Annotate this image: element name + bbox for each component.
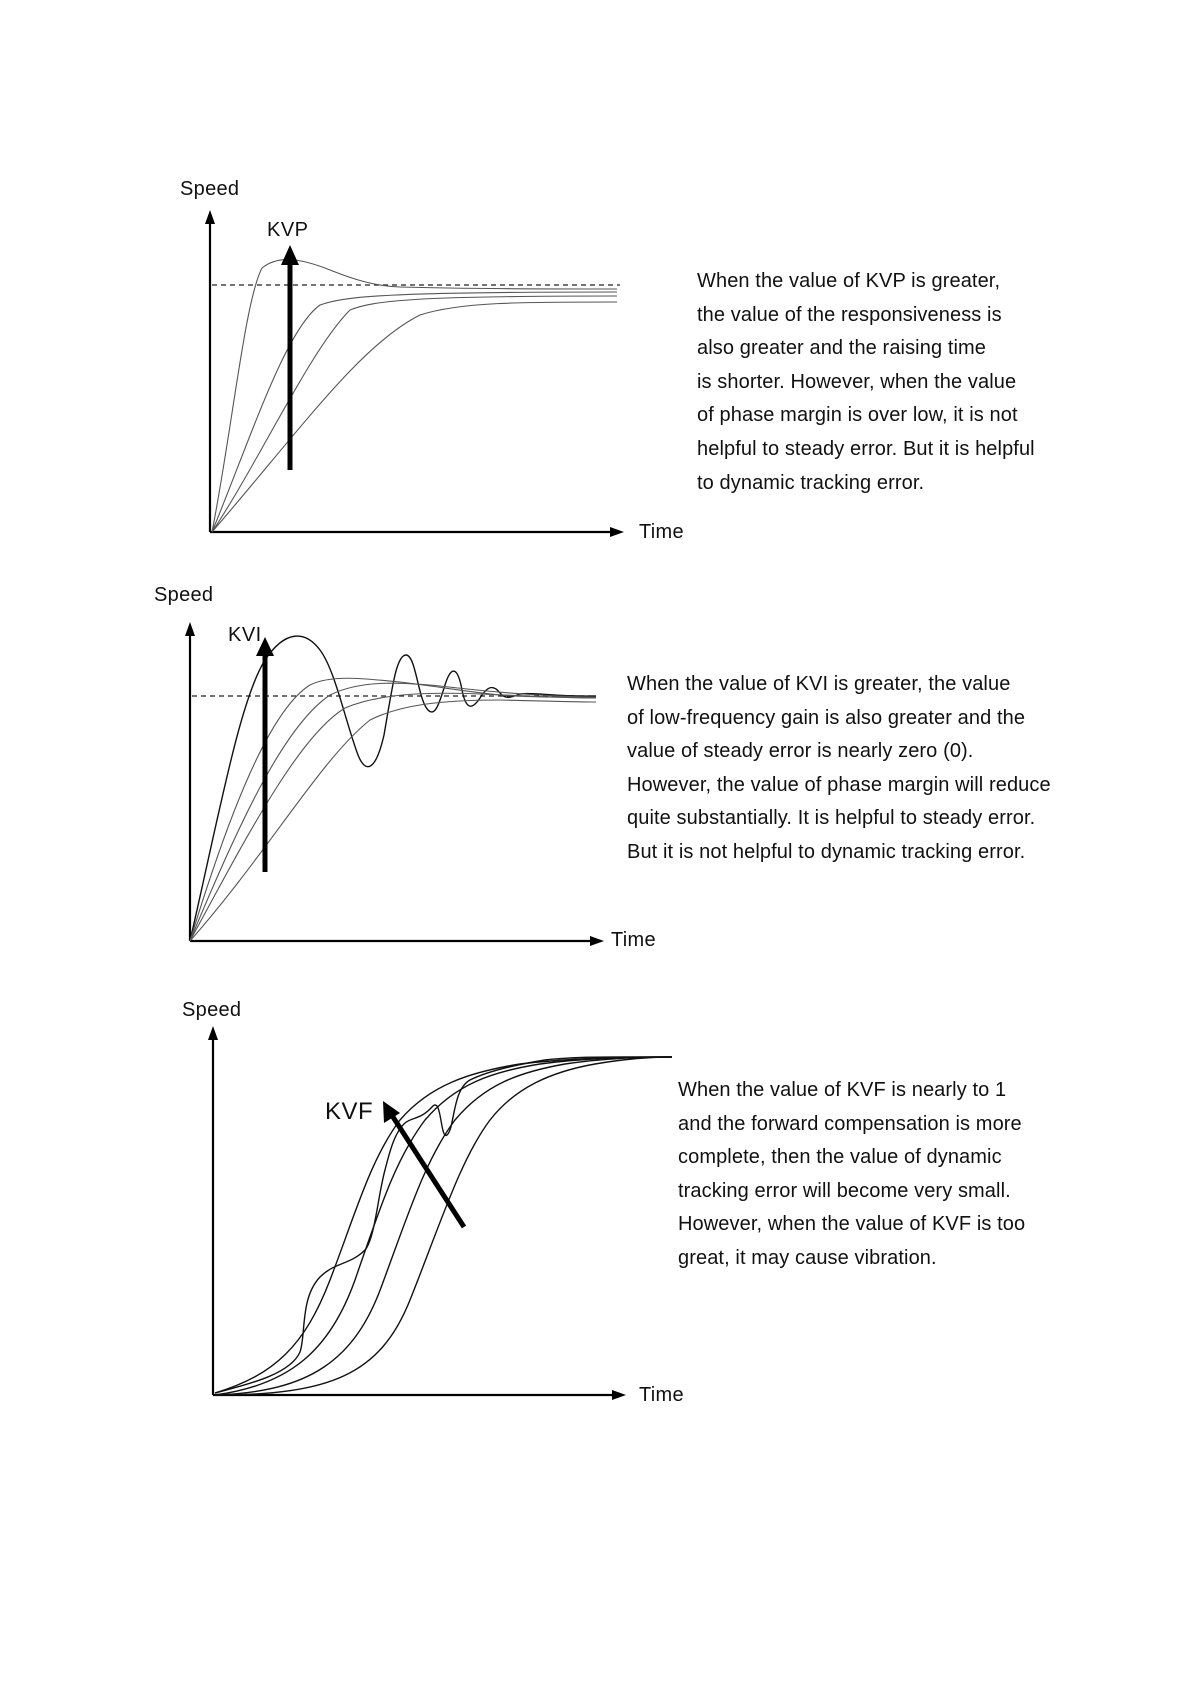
kvf-response-mid [215,1057,672,1395]
kvf-x-axis-label: Time [639,1384,684,1406]
kvi-description-line: of low-frequency gain is also greater and the [627,706,1026,729]
kvi-response-low [190,700,596,941]
kvf-x-axis-arrowhead [612,1390,626,1400]
kvf-description-line: However, when the value of KVF is too [678,1213,1026,1236]
kvf-figure [0,980,1190,1440]
kvp-x-axis-arrowhead [610,527,624,537]
kvi-response-high [190,678,596,941]
kvi-description-line: value of steady error is nearly zero (0). [627,740,974,763]
kvf-description-line: and the forward compensation is more [678,1112,1022,1135]
kvp-description-line: the value of the responsiveness is [697,303,1002,326]
kvf-description-line: tracking error will become very small. [678,1179,1011,1202]
kvi-figure [0,560,1190,980]
kvp-description-line: is shorter. However, when the value [697,370,1017,393]
kvp-description-line: helpful to steady error. But it is helpful [697,437,1035,460]
kvi-x-axis-label: Time [611,929,656,951]
kvi-y-axis-arrowhead [185,622,195,636]
kvi-description-line: But it is not helpful to dynamic tracking error. [627,840,1026,863]
kvi-response-mid-high [190,683,596,941]
kvp-description-line: also greater and the raising time [697,337,987,360]
kvp-description [697,265,1035,500]
kvf-parameter-label: KVF [325,1098,374,1125]
kvi-y-axis-label: Speed [154,584,214,606]
kvi-x-axis-arrowhead [590,936,604,946]
kvp-description-line: of phase margin is over low, it is not [697,404,1018,427]
kvi-response-mid [190,693,596,941]
kvf-description-line: great, it may cause vibration. [678,1246,937,1269]
kvp-response-high [212,260,617,532]
kvp-y-axis-label: Speed [180,178,240,200]
kvf-y-axis-label: Speed [182,999,242,1021]
kvp-description-line: to dynamic tracking error. [697,471,925,494]
kvi-description-line: However, the value of phase margin will reduce [627,773,1051,796]
kvf-y-axis-arrowhead [208,1026,218,1040]
kvf-response-low [215,1057,672,1395]
kvp-increase-arrowhead [281,245,299,265]
kvf-description [678,1074,1025,1276]
kvf-response-mid-high [215,1057,672,1395]
kvp-figure [0,0,1190,560]
kvi-description [627,668,1051,870]
kvp-description-line: When the value of KVP is greater, [697,270,1001,292]
kvp-response-mid [212,296,617,532]
kvf-increase-arrow [393,1117,464,1227]
kvi-description-line: When the value of KVI is greater, the value [627,673,1011,695]
kvf-description-line: complete, then the value of dynamic [678,1146,1002,1169]
kvf-response-vibrating [215,1057,672,1393]
kvp-y-axis-arrowhead [205,210,215,224]
kvf-response-high [215,1057,672,1393]
kvf-description-line: When the value of KVF is nearly to 1 [678,1079,1007,1101]
kvi-description-line: quite substantially. It is helpful to steady error. [627,807,1036,830]
kvp-x-axis-label: Time [639,521,684,543]
kvi-parameter-label: KVI [228,624,262,646]
kvp-response-low [212,302,617,532]
kvp-response-mid-high [212,292,617,532]
kvp-parameter-label: KVP [267,219,309,241]
